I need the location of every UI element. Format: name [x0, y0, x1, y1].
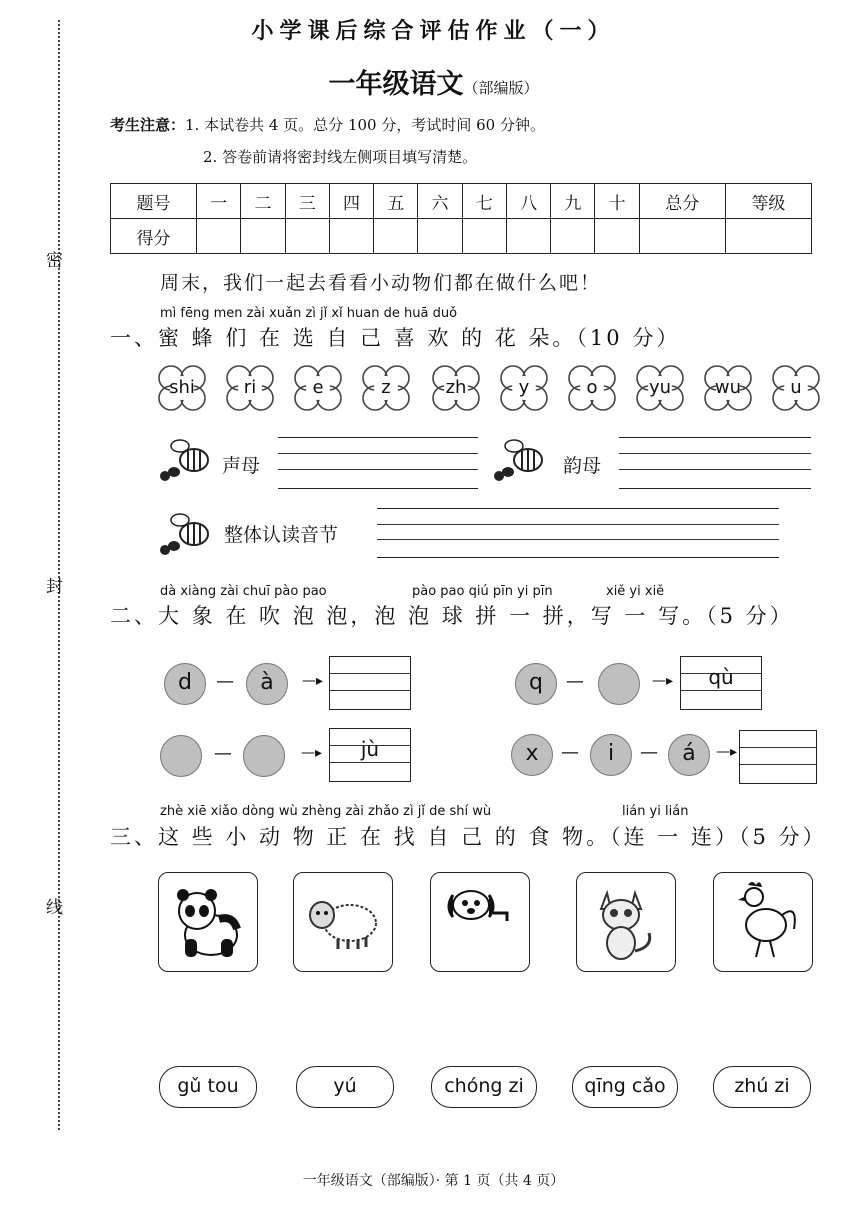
food-pill-zhuzi[interactable]: zhú zi [713, 1066, 811, 1108]
label-yunmu: 韵母 [563, 455, 602, 477]
notice-line-1 [110, 114, 545, 135]
bubble-ball: á [668, 734, 710, 776]
score-table-score-row [111, 219, 812, 254]
dash: — [566, 671, 584, 692]
notice-text-1: 1. 本试卷共 4 页。总分 100 分，考试时间 60 分钟。 [185, 116, 545, 134]
bee-icon [158, 434, 218, 484]
sheep-icon [294, 873, 392, 971]
bubble-ball: x [511, 734, 553, 776]
q1-pinyin: mì fēng men zài xuǎn zì jǐ xǐ huan de huā duǒ [160, 306, 458, 321]
dash: — [214, 743, 232, 764]
flower-label: wu [714, 377, 742, 398]
flower-card[interactable] [566, 363, 618, 413]
flower-label: y [518, 377, 530, 398]
q2-title: 二、大 象 在 吹 泡 泡，泡 泡 球 拼 一 拼，写 一 写。（5 分） [110, 604, 794, 628]
label-shengmu: 声母 [222, 455, 261, 477]
bee-icon [492, 434, 552, 484]
score-input-cell[interactable] [725, 219, 811, 254]
animal-card-chicken[interactable] [713, 872, 813, 972]
flower-label: z [381, 377, 391, 398]
bubble-ball: à [246, 663, 288, 705]
answer-box[interactable] [739, 730, 817, 784]
score-cell: 等级 [725, 184, 811, 219]
score-table [110, 183, 812, 254]
yunmu-writing-lines[interactable] [619, 437, 811, 489]
score-cell: 一 [197, 184, 241, 219]
bubble-ball: q [515, 663, 557, 705]
q2-pinyin-2: pào pao qiú pīn yi pīn [412, 584, 553, 599]
flower-card[interactable] [498, 363, 550, 413]
bee-icon [158, 508, 218, 558]
score-cell: 九 [551, 184, 595, 219]
flower-label: e [312, 377, 324, 398]
q2-pinyin-1: dà xiàng zài chuī pào pao [160, 584, 327, 599]
flower-label: u [790, 377, 802, 398]
bubble-ball: i [590, 734, 632, 776]
arrow-right-icon: —▸ [301, 745, 323, 761]
score-input-cell[interactable] [285, 219, 329, 254]
score-input-cell[interactable] [374, 219, 418, 254]
q3-title: 三、这 些 小 动 物 正 在 找 自 己 的 食 物。（连 一 连）（5 分） [110, 825, 827, 849]
animal-card-cat[interactable] [576, 872, 676, 972]
seal-char-feng: 封 [46, 577, 63, 597]
q3-pinyin-2: lián yi lián [622, 804, 689, 819]
animal-card-dog[interactable] [430, 872, 530, 972]
flower-card[interactable] [360, 363, 412, 413]
flower-card[interactable] [156, 363, 208, 413]
cat-icon [577, 873, 675, 971]
flower-label: ri [243, 377, 257, 398]
score-cell: 总分 [639, 184, 725, 219]
score-input-cell[interactable] [639, 219, 725, 254]
bubble-ball-blank[interactable] [243, 735, 285, 777]
score-cell: 八 [506, 184, 550, 219]
score-cell: 题号 [111, 184, 197, 219]
food-pill-gutou[interactable]: gǔ tou [159, 1066, 257, 1108]
answer-box-text: jù [360, 737, 380, 761]
arrow-right-icon: —▸ [716, 744, 738, 760]
score-cell: 十 [595, 184, 639, 219]
score-cell: 七 [462, 184, 506, 219]
food-pill-qingcao[interactable]: qīng cǎo [572, 1066, 678, 1108]
zhengti-writing-lines[interactable] [377, 508, 779, 558]
score-cell: 六 [418, 184, 462, 219]
flower-card[interactable] [702, 363, 754, 413]
flower-card[interactable] [430, 363, 482, 413]
shengmu-writing-lines[interactable] [278, 437, 478, 489]
score-input-cell[interactable] [462, 219, 506, 254]
arrow-right-icon: —▸ [652, 673, 674, 689]
panda-icon [159, 873, 257, 971]
label-zhengti: 整体认读音节 [224, 524, 339, 546]
bubble-ball: d [164, 663, 206, 705]
q2-pinyin-3: xiě yi xiě [606, 584, 665, 599]
flower-label: yu [648, 377, 672, 398]
animal-card-panda[interactable] [158, 872, 258, 972]
intro-text: 周末，我们一起去看看小动物们都在做什么吧！ [160, 272, 602, 294]
dash: — [216, 671, 234, 692]
bubble-ball-blank[interactable] [598, 663, 640, 705]
animal-card-sheep[interactable] [293, 872, 393, 972]
flower-label: zh [445, 377, 467, 398]
title-subject: 一年级语文 [328, 69, 464, 100]
title-main [0, 62, 867, 101]
arrow-right-icon: —▸ [302, 673, 324, 689]
seal-char-xian: 线 [46, 898, 63, 918]
bubble-ball-blank[interactable] [160, 735, 202, 777]
dash: — [640, 742, 658, 763]
score-cell: 三 [285, 184, 329, 219]
flower-card[interactable] [224, 363, 276, 413]
title-top: 小学课后综合评估作业（一） [251, 19, 616, 44]
score-input-cell[interactable] [595, 219, 639, 254]
answer-box-text: qù [708, 665, 734, 689]
dash: — [561, 742, 579, 763]
score-cell: 二 [241, 184, 285, 219]
score-input-cell[interactable] [329, 219, 373, 254]
chicken-icon [714, 873, 812, 971]
flower-card[interactable] [770, 363, 822, 413]
q1-title: 一、蜜 蜂 们 在 选 自 己 喜 欢 的 花 朵。（10 分） [110, 326, 681, 350]
flower-card[interactable] [292, 363, 344, 413]
score-row-label: 得分 [111, 219, 197, 254]
answer-box[interactable] [329, 656, 411, 710]
seal-char-mi: 密 [46, 251, 63, 271]
score-input-cell[interactable] [241, 219, 285, 254]
score-input-cell[interactable] [551, 219, 595, 254]
score-table-header-row [111, 184, 812, 219]
score-input-cell[interactable] [506, 219, 550, 254]
notice-label: 考生注意： [110, 116, 186, 134]
flower-label: o [586, 377, 598, 398]
food-pill-yu[interactable]: yú [296, 1066, 394, 1108]
score-input-cell[interactable] [418, 219, 462, 254]
score-input-cell[interactable] [197, 219, 241, 254]
dog-icon [431, 873, 529, 971]
flower-label: shi [169, 377, 195, 398]
score-cell: 五 [374, 184, 418, 219]
q3-pinyin: zhè xiē xiǎo dòng wù zhèng zài zhǎo zì jǐ de shí wù [160, 804, 492, 819]
page-footer: 一年级语文（部编版）· 第 1 页（共 4 页） [302, 1173, 565, 1189]
flower-card[interactable] [634, 363, 686, 413]
title-edition: （部编版） [463, 79, 539, 97]
food-pill-chongzi[interactable]: chóng zi [431, 1066, 537, 1108]
answer-box [680, 656, 762, 710]
answer-box [329, 728, 411, 782]
notice-line-2: 2. 答卷前请将密封线左侧项目填写清楚。 [203, 148, 478, 166]
score-cell: 四 [329, 184, 373, 219]
